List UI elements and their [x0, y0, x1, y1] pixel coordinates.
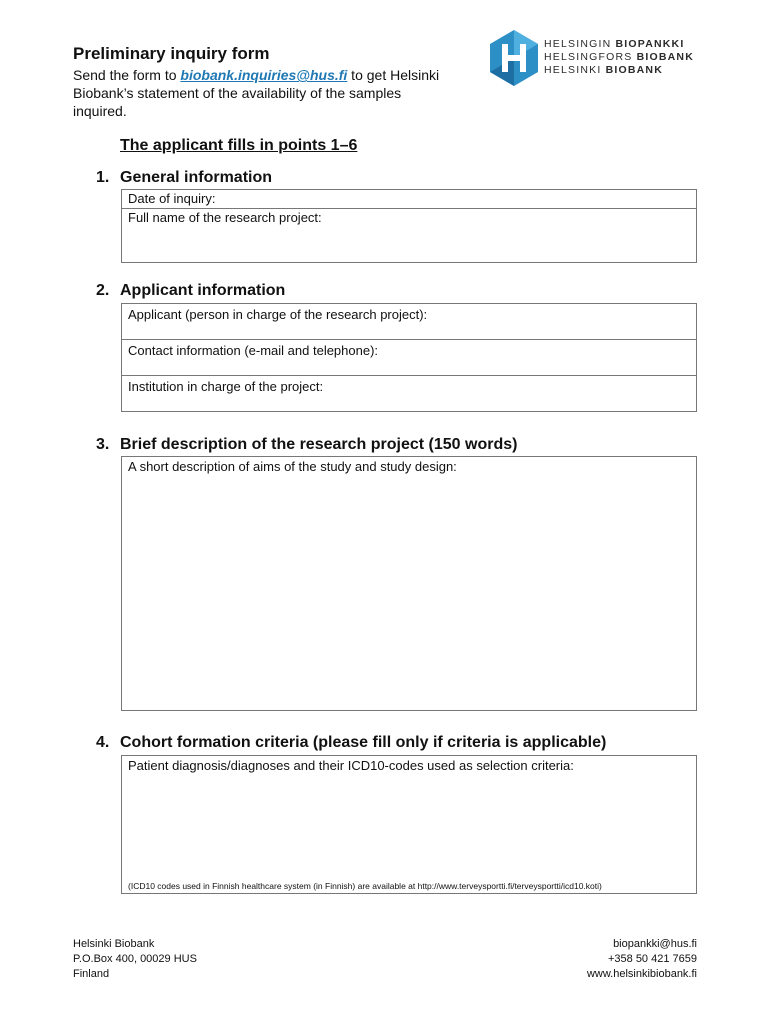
intro-text [73, 66, 453, 120]
footer-org: Helsinki Biobank [73, 938, 155, 950]
footer-pobox: P.O.Box 400, 00029 HUS [73, 953, 197, 965]
section-2-heading: 2. Applicant information [96, 282, 286, 299]
project-description-field[interactable]: A short description of aims of the study and study design: [121, 456, 697, 711]
section-4-heading: 4. Cohort formation criteria (please fill only if criteria is applicable) [96, 734, 607, 751]
logo-wordmark: HELSINGIN BIOPANKKI HELSINGFORS BIOBANK HELSINKI BIOBANK [544, 38, 694, 76]
intro-after: to get Helsinki Biobank’s statement of the availability of the samples inquired. [73, 67, 440, 119]
form-title: Preliminary inquiry form [73, 44, 270, 63]
footer-email[interactable]: biopankki@hus.fi [613, 938, 697, 950]
intro-before: Send the form to [73, 67, 181, 83]
footer-contact [587, 937, 697, 982]
applicant-field[interactable]: Applicant (person in charge of the research project): [121, 303, 697, 340]
footer-phone: +358 50 421 7659 [607, 953, 697, 965]
section-1-heading: 1. General information [96, 169, 273, 186]
date-of-inquiry-field[interactable]: Date of inquiry: [121, 189, 697, 209]
footer-website[interactable]: www.helsinkibiobank.fi [586, 968, 697, 980]
section-3-heading: 3. Brief description of the research project (150 words) [96, 436, 518, 453]
cohort-criteria-field[interactable]: Patient diagnosis/diagnoses and their ICD10-codes used as selection criteria: (ICD10 codes used in Finnish healthcare system (in Finnish) are available at http://www.terveysportti.fi/terveysportti/icd10.koti) [121, 755, 697, 894]
contact-info-field[interactable]: Contact information (e-mail and telephone): [121, 339, 697, 376]
inquiries-email-link[interactable]: biobank.inquiries@hus.fi [180, 67, 348, 83]
applicant-subheading: The applicant fills in points 1–6 [120, 137, 358, 154]
project-name-field[interactable]: Full name of the research project: [121, 208, 697, 263]
icd10-note: (ICD10 codes used in Finnish healthcare system (in Finnish) are available at http://www.terveysportti.fi/terveysportti/icd10.koti) [128, 881, 602, 891]
footer-address [73, 937, 197, 982]
institution-field[interactable]: Institution in charge of the project: [121, 375, 697, 412]
footer-country: Finland [73, 968, 110, 980]
